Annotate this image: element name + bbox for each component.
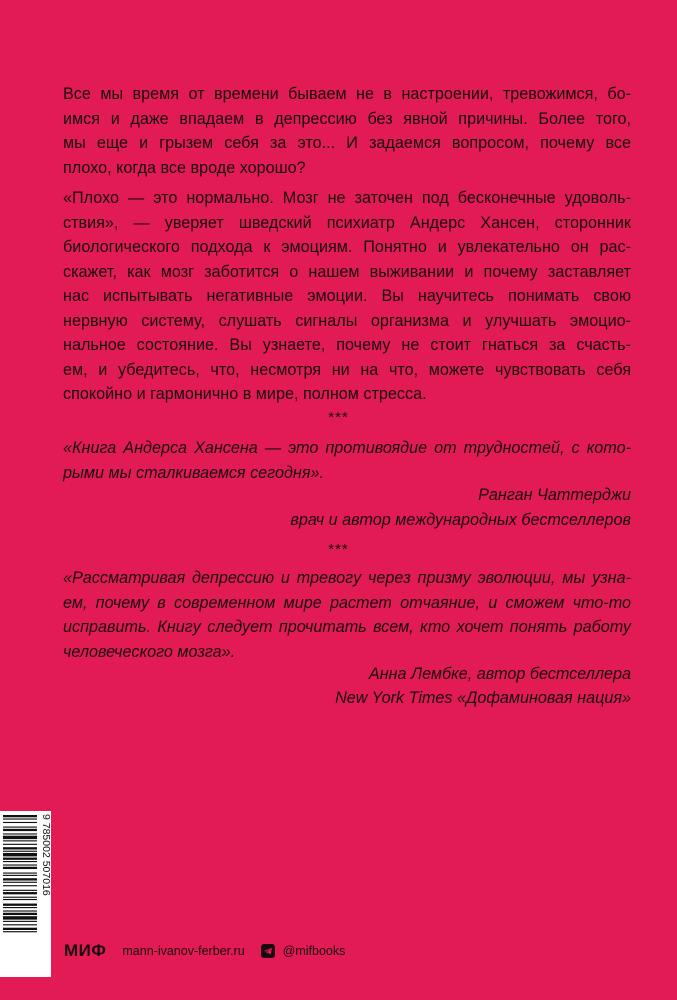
publisher-footer — [64, 940, 345, 962]
barcode-bar — [3, 827, 37, 828]
text-line: ем, и убедитесь, что, несмотря ни на что, можете чувствовать себя — [63, 360, 631, 379]
barcode-number-text: 9 785002 507016 — [40, 814, 52, 896]
barcode-bar — [3, 904, 37, 906]
quote-author: Анна Лембке, автор бестселлера — [368, 665, 631, 683]
barcode-bar — [3, 892, 37, 894]
barcode-bar — [3, 815, 37, 817]
barcode-bar — [3, 829, 37, 831]
barcode-bar — [3, 910, 37, 911]
text-line: плохо, когда все вроде хорошо? — [63, 158, 306, 177]
barcode-bar — [3, 875, 37, 876]
text-line: имся и даже впадаем в депрессию без явной причины. Более того, — [63, 109, 631, 128]
text-line: скажет, как мозг заботится о нашем выживании и почему заставляет — [63, 262, 631, 281]
text-line: спокойно и гармонично в мире, полном стресса. — [63, 385, 427, 403]
quote-line: ем, почему в современном мире растет отчаяние, и сможем что-то — [63, 593, 631, 612]
quote-chatterjee — [63, 436, 631, 485]
publisher-logo: МИФ — [64, 941, 107, 960]
barcode-bar — [3, 858, 37, 860]
barcode-bar — [3, 864, 37, 865]
barcode-bar — [3, 853, 37, 856]
barcode-bar — [3, 890, 37, 891]
telegram-icon — [261, 944, 275, 958]
barcode-bar — [3, 913, 37, 915]
text-line: мы еще и грызем себя за это... И задаемся вопросом, почему все — [63, 134, 631, 152]
barcode-bar — [3, 899, 37, 900]
barcode-bar — [3, 847, 37, 849]
text-line: Все мы время от времени бываем не в настроении, тревожимся, бо- — [63, 85, 631, 103]
barcode-bar — [3, 878, 37, 880]
barcode-bar — [3, 907, 37, 908]
quote-author: Ранган Чаттерджи — [478, 486, 631, 504]
quote-source: New York Times «Дофаминовая нация» — [335, 689, 631, 707]
quote-lembke — [63, 566, 631, 664]
text-line: нальное состояние. Вы узнаете, почему не стоит гнаться за счасть- — [63, 336, 631, 354]
barcode-bar — [3, 882, 37, 883]
barcode-bar — [3, 928, 37, 930]
barcode-bar — [3, 873, 37, 874]
quote-line: «Книга Андерса Хансена — это противоядие от трудностей, с кото- — [63, 439, 631, 457]
barcode-bar — [3, 840, 37, 841]
description-paragraph — [63, 186, 631, 407]
barcode-bar — [3, 851, 37, 852]
barcode-bar — [3, 818, 37, 819]
barcode-bar — [3, 897, 37, 898]
publisher-social-handle[interactable]: @mifbooks — [282, 944, 346, 958]
section-separator: *** — [328, 409, 349, 426]
barcode-bar — [3, 931, 37, 932]
quote-line: «Рассматривая депрессию и тревогу через призму эволюции, мы узна- — [63, 569, 631, 587]
text-line: нервную систему, слушать сигналы организма и улучшать эмоцио- — [63, 311, 631, 330]
barcode-bar — [3, 833, 37, 834]
text-line: нас испытывать негативные эмоции. Вы научитесь понимать свою — [63, 287, 631, 305]
section-separator: *** — [328, 541, 349, 558]
barcode-bar — [3, 916, 37, 919]
quote-line: исправить. Книгу следует прочитать всем, кто хочет понять работу — [63, 618, 631, 636]
text-line: «Плохо — это нормально. Мозг не заточен под бесконечные удоволь- — [63, 189, 631, 207]
barcode-bar — [3, 867, 37, 869]
barcode-bar — [3, 924, 37, 925]
quote-line: рыми мы сталкиваемся сегодня». — [63, 463, 324, 482]
barcode-bars — [0, 811, 40, 977]
text-line: ствия», — уверяет шведский психиатр Андерс Хансен, сторонник — [63, 213, 631, 232]
barcode-bar — [3, 921, 37, 922]
publisher-website[interactable]: mann-ivanov-ferber.ru — [122, 944, 245, 958]
barcode-number — [40, 811, 52, 977]
barcode-bar — [3, 885, 37, 886]
barcode-bar — [3, 822, 37, 823]
quote-author-role: врач и автор международных бестселлеров — [290, 511, 631, 529]
barcode-bar — [3, 836, 37, 839]
text-line: биологического подхода к эмоциям. Понятно и увлекательно он рас- — [63, 238, 631, 256]
intro-paragraph — [63, 82, 631, 180]
barcode-bar — [3, 861, 37, 862]
barcode-bar — [3, 844, 37, 845]
quote-line: человеческого мозга». — [63, 642, 236, 661]
